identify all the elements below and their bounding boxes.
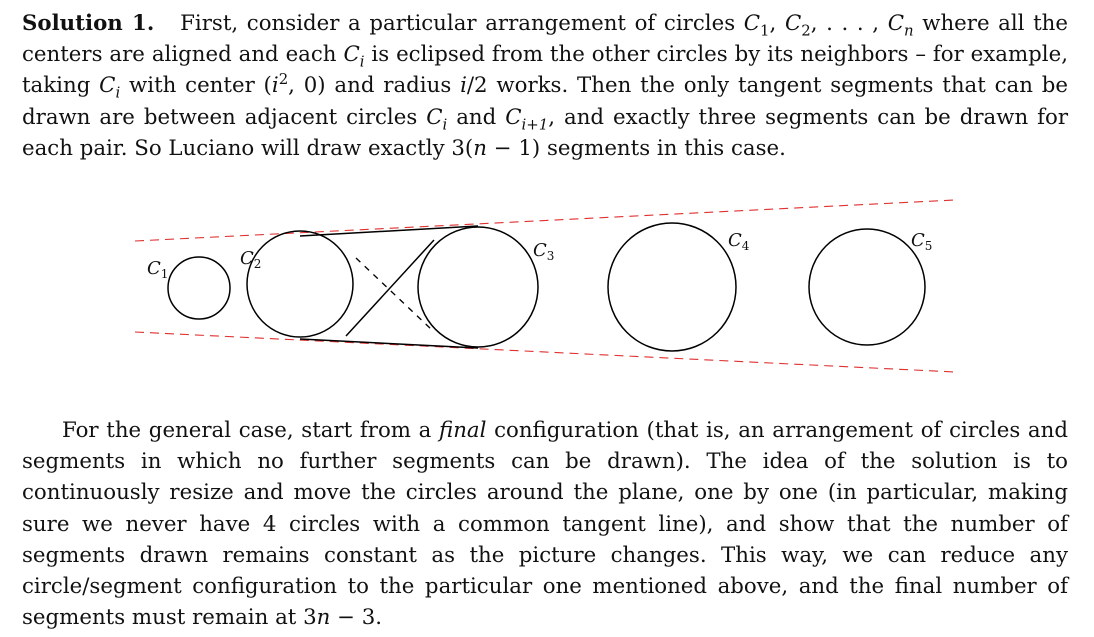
emphasis-final: final (438, 418, 487, 443)
outer-tangent-top-dashed (135, 200, 955, 241)
math-var: C (426, 104, 443, 130)
text: configuration (that is, an arrangement of circles and segments in which no further segments can be drawn). The idea of the solution is to continuously resize and move the circles around the plane, one by one (in particular, making sure we never have 4 circles with a common tangent line), and show that the number of segments drawn remains constant as the picture changes. This way, we can reduce any circle/segment configuration to the particular one mentioned above, and the final number of segments must remain at 3 (22, 418, 1068, 631)
tangent-segment-cross (346, 240, 434, 336)
solution-label: Solution 1. (22, 11, 155, 36)
math-var: i (460, 73, 467, 99)
label-c2: $C_2$ (240, 248, 262, 271)
text: For the general case, start from a (62, 418, 439, 443)
label-c3: $C_3$ (533, 240, 555, 263)
solution-paragraph-2 (22, 415, 1068, 633)
text: , . . . , (810, 11, 888, 36)
circle-c4 (608, 223, 736, 351)
math-var: C (505, 104, 522, 130)
math-var: C (887, 11, 904, 36)
circle-c3 (418, 227, 538, 347)
tangent-segment-top (300, 226, 478, 236)
math-var: C (343, 42, 360, 68)
circle-c1 (168, 257, 230, 319)
outer-tangent-bottom-dashed (135, 332, 955, 372)
label-c1: $C_1$ (147, 258, 169, 281)
math-sub: n (903, 21, 914, 40)
math-var: n (316, 605, 331, 631)
math-sub: 2 (801, 21, 811, 40)
math-var: C (743, 11, 761, 36)
math-var: C (99, 73, 116, 99)
text: with center ( (120, 73, 272, 99)
text: First, consider a particular arrangement of circles (180, 11, 744, 36)
text: and (447, 104, 506, 130)
circle-c5 (809, 229, 925, 345)
solution-paragraph-1: Solution 1. First, consider a particular arrangement of circles $C_1$, $C_2$, . . . , $C_n$ where all the centers are aligned and each $C_i$ is eclipsed from the other circles by its neighbors – for example, taking $C_i$ with center ($i^2$, 0) and radius i/2 works. Then the only tangent segments that can be drawn are between adjacent circles $C_i$ and $C_{i+1}$, and exactly three segments can be drawn for each pair. So Luciano will draw exactly 3(n − 1) segments in this case. (22, 11, 1069, 161)
math-sup: 2 (278, 70, 289, 89)
text: is eclipsed from the other circles by its neighbors – for example, taking (22, 42, 1068, 99)
text: − 1) segments in this case. (486, 135, 786, 161)
math-sub: i+1 (521, 114, 549, 133)
text: , and exactly three segments can be drawn for each pair. So Luciano will draw exactly 3( (22, 104, 1069, 161)
math-sub: i (359, 52, 365, 71)
math-sub: i (442, 114, 448, 133)
circles-tangent-figure (0, 190, 1094, 400)
text: − 3. (330, 605, 383, 631)
math-sub: 1 (760, 21, 770, 40)
math-var: i (271, 73, 279, 99)
math-var: C (784, 11, 802, 36)
math-var: n (473, 135, 487, 161)
circle-c2 (247, 231, 353, 337)
label-c5: $C_5$ (911, 230, 933, 253)
label-c4: $C_4$ (728, 230, 750, 253)
text: /2 works. Then the only tangent segments that can be drawn are between adjacent circles (22, 73, 1068, 130)
text: where all the centers are aligned and each (22, 11, 1068, 68)
math-sub: i (115, 83, 121, 102)
text: , 0) and radius (288, 73, 461, 99)
